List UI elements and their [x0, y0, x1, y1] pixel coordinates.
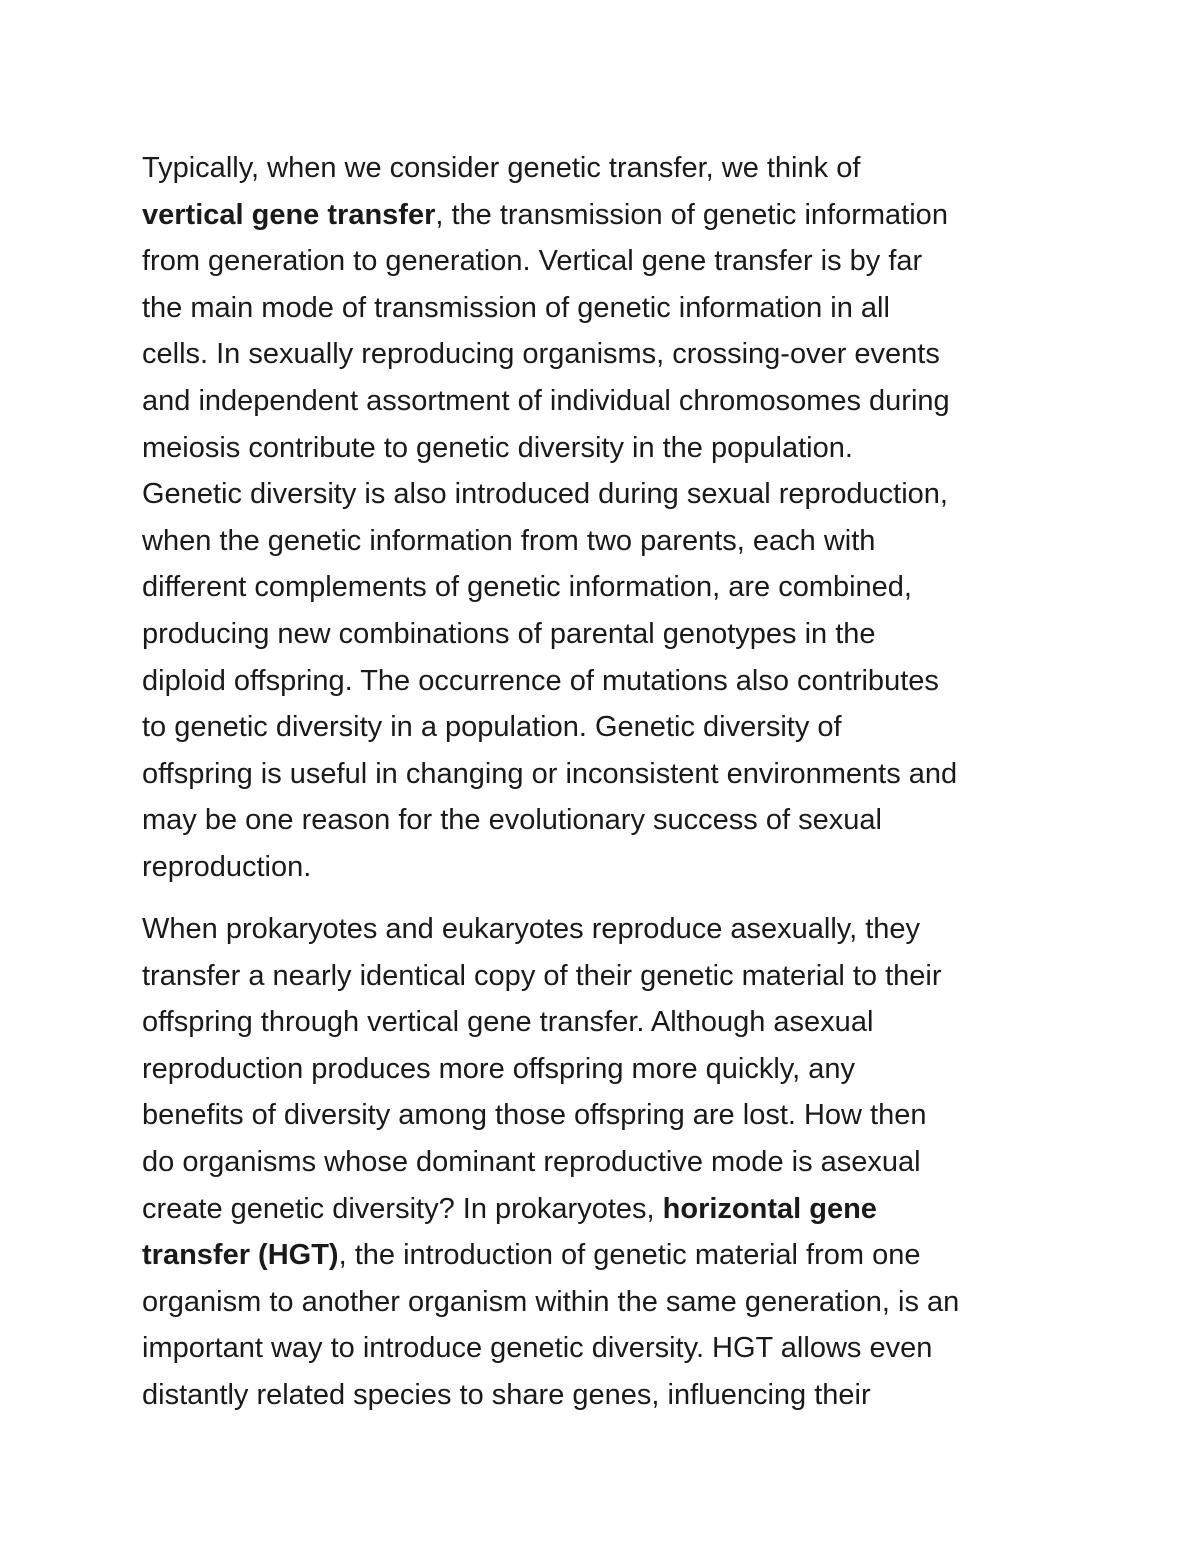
text-run: transfer a nearly identical copy of their genetic material to their — [142, 959, 942, 992]
text-run: distantly related species to share genes, influencing their — [142, 1378, 871, 1411]
text-line — [142, 1092, 1082, 1139]
text-line — [142, 999, 1082, 1046]
text-line — [142, 425, 1082, 472]
text-line — [142, 797, 1082, 844]
text-run: offspring through vertical gene transfer. Although asexual — [142, 1006, 874, 1039]
text-run: offspring is useful in changing or inconsistent environments and — [142, 757, 958, 790]
text-run: create genetic diversity? In prokaryotes, — [142, 1192, 663, 1225]
text-run: producing new combinations of parental genotypes in the — [142, 617, 876, 650]
paragraph-vertical-gene-transfer — [142, 145, 1082, 891]
text-line — [142, 1186, 1082, 1233]
text-run: Genetic diversity is also introduced during sexual reproduction, — [142, 478, 948, 511]
text-line — [142, 953, 1082, 1000]
text-line — [142, 331, 1082, 378]
text-line — [142, 471, 1082, 518]
text-run: to genetic diversity in a population. Genetic diversity of — [142, 711, 842, 744]
text-run: important way to introduce genetic diversity. HGT allows even — [142, 1332, 933, 1365]
text-run: and independent assortment of individual chromosomes during — [142, 384, 950, 417]
text-run: diploid offspring. The occurrence of mutations also contributes — [142, 664, 939, 697]
text-line — [142, 238, 1082, 285]
paragraph-horizontal-gene-transfer — [142, 906, 1082, 1419]
text-line — [142, 1139, 1082, 1186]
text-run: cells. In sexually reproducing organisms, crossing-over events — [142, 338, 940, 371]
text-line — [142, 611, 1082, 658]
text-run: , the transmission of genetic information — [435, 198, 948, 231]
text-run: When prokaryotes and eukaryotes reproduce asexually, they — [142, 913, 921, 945]
bold-term: horizontal gene — [662, 1192, 877, 1225]
bold-term: vertical gene transfer — [142, 198, 436, 231]
text-line — [142, 1232, 1082, 1279]
text-line — [142, 285, 1082, 332]
text-line — [142, 844, 1082, 891]
text-line — [142, 751, 1082, 798]
text-run: , the introduction of genetic material from one — [338, 1239, 921, 1272]
text-run: organism to another organism within the same generation, is an — [142, 1285, 960, 1318]
text-run: benefits of diversity among those offspring are lost. How then — [142, 1099, 927, 1132]
text-line — [142, 704, 1082, 751]
text-run: may be one reason for the evolutionary success of sexual — [142, 804, 882, 837]
text-run: reproduction produces more offspring more quickly, any — [142, 1052, 856, 1085]
text-run: different complements of genetic information, are combined, — [142, 571, 912, 604]
text-line — [142, 145, 1082, 192]
text-line — [142, 1325, 1082, 1372]
text-run: meiosis contribute to genetic diversity in the population. — [142, 431, 853, 464]
text-run: do organisms whose dominant reproductive mode is asexual — [142, 1145, 921, 1178]
text-line — [142, 192, 1082, 239]
text-line — [142, 518, 1082, 565]
text-run: the main mode of transmission of genetic information in all — [142, 291, 890, 324]
text-run: reproduction. — [142, 850, 312, 883]
text-line — [142, 378, 1082, 425]
text-line — [142, 658, 1082, 705]
text-line — [142, 906, 1082, 953]
text-line — [142, 564, 1082, 611]
text-line — [142, 1046, 1082, 1093]
text-run: Typically, when we consider genetic transfer, we think of — [142, 152, 861, 184]
text-run: when the genetic information from two parents, each with — [142, 524, 876, 557]
bold-term: transfer (HGT) — [142, 1239, 339, 1272]
text-run: from generation to generation. Vertical gene transfer is by far — [142, 245, 923, 278]
text-line — [142, 1279, 1082, 1326]
text-line — [142, 1372, 1082, 1419]
